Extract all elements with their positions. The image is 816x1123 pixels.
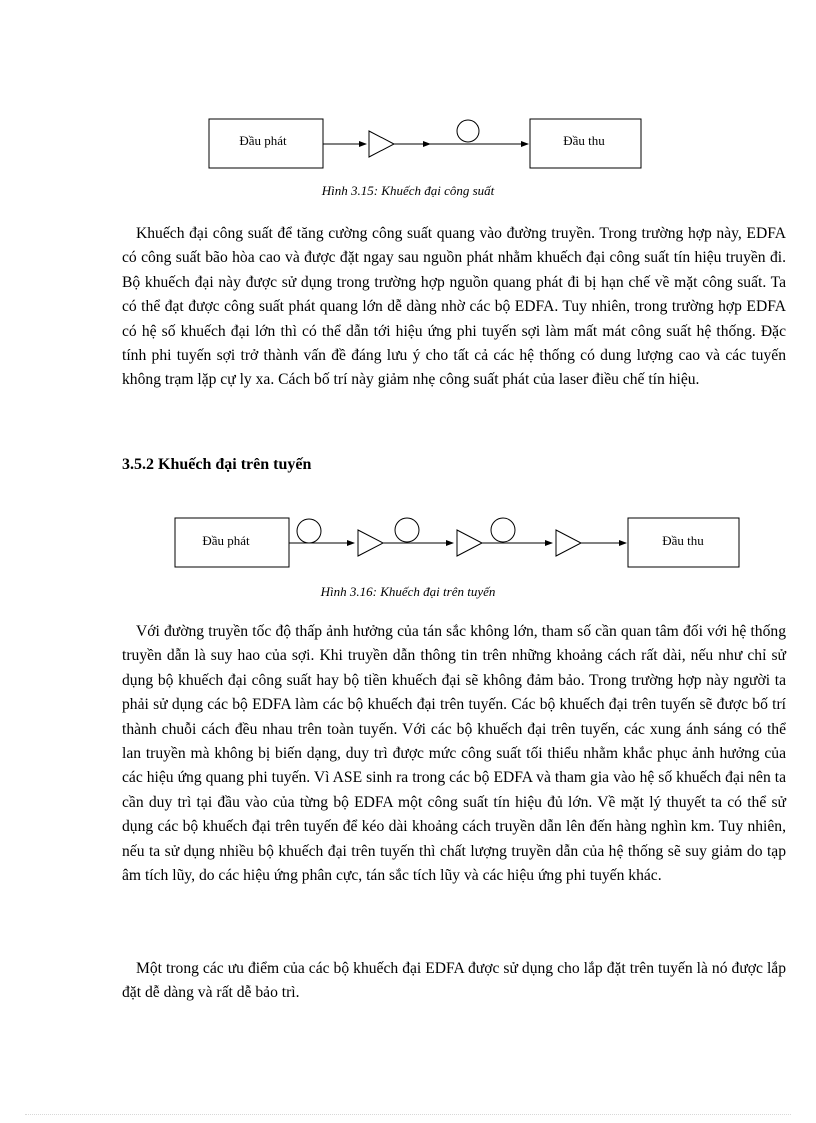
section-heading: 3.5.2 Khuếch đại trên tuyến: [122, 456, 312, 473]
paragraph: Với đường truyền tốc độ thấp ảnh hưởng của tán sắc không lớn, tham số cần quan tâm đối với hệ thống truyền dẫn là suy hao của sợi. Khi truyền dẫn thông tin trên những khoảng cách rất dài, nếu như chỉ sử dụng bộ khuếch đại công suất hay bộ tiền khuếch đại sẽ không đảm bảo. Trong trường hợp này người ta phải sử dụng các bộ EDFA làm các bộ khuếch đại trên tuyến. Các bộ khuếch đại trên tuyến sẽ được bố trí thành chuỗi cách đều nhau trên toàn tuyến. Với các bộ khuếch đại trên tuyến, các xung ánh sáng có thể lan truyền mà không bị biến dạng, duy trì được mức công suất tối thiểu nhằm khắc phục ảnh hưởng của các hiệu ứng quang phi tuyến. Vì ASE sinh ra trong các bộ EDFA và tham gia vào hệ số khuếch đại nên ta cần duy trì tại đầu vào của từng bộ EDFA một công suất tín hiệu đủ lớn. Về mặt lý thuyết ta có thể sử dụng các bộ khuếch đại trên tuyến để kéo dài khoảng cách truyền dẫn lên đến hàng nghìn km. Tuy nhiên, nếu ta sử dụng nhiều bộ khuếch đại trên tuyến thì chất lượng truyền dẫn của hệ thống sẽ suy giảm do tạp âm tích lũy, do các hiệu ứng phân cực, tán sắc tích lũy và các hiệu ứng phi tuyến khác.: [122, 623, 786, 885]
receiver-label: Đầu thu: [563, 133, 605, 148]
transmitter-label: Đầu phát: [202, 533, 250, 548]
fiber-spool-icon: [395, 518, 419, 542]
page-bottom-divider: [25, 1114, 791, 1115]
paragraph: Khuếch đại công suất để tăng cường công suất quang vào đường truyền. Trong trường hợp này, EDFA có công suất bão hòa cao và được đặt ngay sau nguồn phát nhằm khuếch đại công suất tín hiệu truyền đi. Bộ khuếch đại này được sử dụng trong trường hợp nguồn quang phát đi bị hạn chế về mặt công suất. Ta có thể đạt được công suất phát quang lớn dễ dàng nhờ các bộ EDFA. Tuy nhiên, trong trường hợp EDFA có hệ số khuếch đại lớn thì có thể dẫn tới hiệu ứng phi tuyến sợi làm mất mát công suất hệ thống. Đặc tính phi tuyến sợi trở thành vấn đề đáng lưu ý cho tất cả các hệ thống có dung lượng cao và các tuyến không trạm lặp cự ly xa. Cách bố trí này giảm nhẹ công suất phát của laser điều chế tín hiệu.: [122, 225, 786, 389]
amplifier-icon: [358, 530, 383, 556]
amplifier-icon: [556, 530, 581, 556]
fiber-spool-icon: [491, 518, 515, 542]
fiber-spool-icon: [297, 519, 321, 543]
figure-caption: Hình 3.16: Khuếch đại trên tuyến: [320, 584, 496, 599]
figure-caption: Hình 3.15: Khuếch đại công suất: [321, 183, 495, 198]
amplifier-icon: [457, 530, 482, 556]
receiver-label: Đầu thu: [662, 533, 704, 548]
transmitter-label: Đầu phát: [239, 133, 287, 148]
paragraph: Một trong các ưu điểm của các bộ khuếch đại EDFA được sử dụng cho lắp đặt trên tuyến là nó được lắp đặt dễ dàng và rất dễ bảo trì.: [122, 960, 786, 1002]
